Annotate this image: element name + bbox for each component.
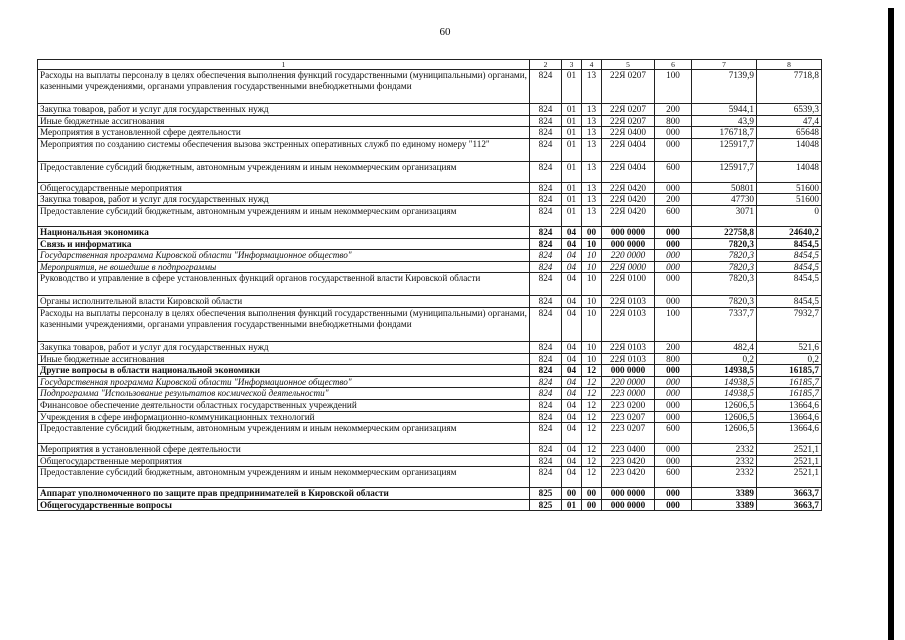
cell-expense-type: 000 xyxy=(655,365,692,377)
cell-expense-type: 000 xyxy=(655,296,692,308)
cell-subsection: 00 xyxy=(582,499,602,511)
cell-section: 01 xyxy=(562,104,582,116)
table-row xyxy=(38,411,822,423)
cell-amount-year1: 3389 xyxy=(692,499,757,511)
cell-section: 04 xyxy=(562,250,582,262)
cell-target-article: 000 0000 xyxy=(602,226,655,238)
cell-subsection: 13 xyxy=(582,138,602,161)
cell-subsection: 10 xyxy=(582,273,602,296)
cell-amount-year2: 65648 xyxy=(757,127,822,139)
cell-ministry-code: 824 xyxy=(530,296,562,308)
table-row xyxy=(38,205,822,226)
cell-section: 01 xyxy=(562,499,582,511)
cell-name: Руководство и управление в сфере установленных функций органов государственной власти Кировской области xyxy=(38,273,530,296)
cell-target-article: 22Я 0207 xyxy=(602,70,655,104)
table-row xyxy=(38,104,822,116)
cell-section: 04 xyxy=(562,444,582,456)
cell-target-article: 22Я 0420 xyxy=(602,182,655,194)
cell-name: Предоставление субсидий бюджетным, автономным учреждениям и иным некоммерческим организациям xyxy=(38,205,530,226)
cell-target-article: 223 0200 xyxy=(602,399,655,411)
cell-amount-year1: 2332 xyxy=(692,455,757,467)
cell-expense-type: 200 xyxy=(655,104,692,116)
table-row xyxy=(38,376,822,388)
table-row xyxy=(38,307,822,341)
cell-target-article: 22Я 0207 xyxy=(602,104,655,116)
cell-ministry-code: 824 xyxy=(530,341,562,353)
cell-amount-year1: 7820,3 xyxy=(692,261,757,273)
table-row xyxy=(38,138,822,161)
cell-expense-type: 000 xyxy=(655,226,692,238)
table-row xyxy=(38,341,822,353)
cell-target-article: 223 0207 xyxy=(602,423,655,444)
cell-expense-type: 100 xyxy=(655,307,692,341)
cell-name: Государственная программа Кировской области "Информационное общество" xyxy=(38,250,530,262)
cell-ministry-code: 825 xyxy=(530,488,562,500)
cell-expense-type: 200 xyxy=(655,194,692,206)
cell-target-article: 22Я 0000 xyxy=(602,261,655,273)
table-row xyxy=(38,127,822,139)
cell-ministry-code: 824 xyxy=(530,467,562,488)
cell-amount-year1: 7820,3 xyxy=(692,296,757,308)
cell-expense-type: 000 xyxy=(655,444,692,456)
cell-section: 01 xyxy=(562,115,582,127)
cell-amount-year2: 13664,6 xyxy=(757,399,822,411)
cell-expense-type: 800 xyxy=(655,353,692,365)
cell-ministry-code: 824 xyxy=(530,226,562,238)
cell-amount-year1: 2332 xyxy=(692,467,757,488)
cell-ministry-code: 824 xyxy=(530,376,562,388)
cell-expense-type: 000 xyxy=(655,388,692,400)
cell-name: Иные бюджетные ассигнования xyxy=(38,353,530,365)
cell-expense-type: 000 xyxy=(655,127,692,139)
cell-amount-year2: 8454,5 xyxy=(757,238,822,250)
table-row xyxy=(38,423,822,444)
cell-expense-type: 000 xyxy=(655,399,692,411)
cell-expense-type: 600 xyxy=(655,161,692,182)
cell-amount-year2: 16185,7 xyxy=(757,376,822,388)
cell-name: Общегосударственные мероприятия xyxy=(38,455,530,467)
header-col-2: 2 xyxy=(530,60,562,70)
cell-subsection: 10 xyxy=(582,353,602,365)
cell-name: Учреждения в сфере информационно-коммуникационных технологий xyxy=(38,411,530,423)
cell-amount-year2: 0,2 xyxy=(757,353,822,365)
cell-expense-type: 600 xyxy=(655,423,692,444)
cell-expense-type: 600 xyxy=(655,205,692,226)
cell-amount-year1: 482,4 xyxy=(692,341,757,353)
cell-amount-year2: 13664,6 xyxy=(757,411,822,423)
cell-expense-type: 000 xyxy=(655,138,692,161)
cell-section: 04 xyxy=(562,341,582,353)
cell-ministry-code: 824 xyxy=(530,238,562,250)
cell-name: Национальная экономика xyxy=(38,226,530,238)
cell-ministry-code: 824 xyxy=(530,205,562,226)
cell-subsection: 13 xyxy=(582,70,602,104)
cell-amount-year1: 47730 xyxy=(692,194,757,206)
cell-amount-year1: 14938,5 xyxy=(692,376,757,388)
header-col-5: 5 xyxy=(602,60,655,70)
cell-section: 01 xyxy=(562,205,582,226)
page-number: 60 xyxy=(439,26,451,38)
cell-amount-year1: 125917,7 xyxy=(692,161,757,182)
cell-name: Общегосударственные мероприятия xyxy=(38,182,530,194)
column-number-row xyxy=(38,60,822,70)
cell-subsection: 10 xyxy=(582,250,602,262)
scan-edge-bar xyxy=(888,8,894,640)
cell-target-article: 000 0000 xyxy=(602,365,655,377)
cell-section: 01 xyxy=(562,70,582,104)
cell-subsection: 13 xyxy=(582,161,602,182)
cell-amount-year2: 3663,7 xyxy=(757,499,822,511)
cell-subsection: 00 xyxy=(582,488,602,500)
cell-name: Подпрограмма "Использование результатов космической деятельности" xyxy=(38,388,530,400)
cell-section: 04 xyxy=(562,423,582,444)
cell-amount-year1: 43,9 xyxy=(692,115,757,127)
cell-expense-type: 000 xyxy=(655,250,692,262)
cell-amount-year2: 16185,7 xyxy=(757,365,822,377)
cell-amount-year1: 7337,7 xyxy=(692,307,757,341)
cell-name: Закупка товаров, работ и услуг для государственных нужд xyxy=(38,104,530,116)
cell-subsection: 13 xyxy=(582,194,602,206)
cell-expense-type: 000 xyxy=(655,455,692,467)
table-row xyxy=(38,250,822,262)
cell-ministry-code: 824 xyxy=(530,399,562,411)
cell-name: Другие вопросы в области национальной экономики xyxy=(38,365,530,377)
table-row xyxy=(38,488,822,500)
cell-section: 04 xyxy=(562,226,582,238)
cell-section: 01 xyxy=(562,138,582,161)
cell-amount-year1: 14938,5 xyxy=(692,388,757,400)
table-row xyxy=(38,399,822,411)
table-row xyxy=(38,194,822,206)
cell-target-article: 223 0000 xyxy=(602,388,655,400)
cell-name: Финансовое обеспечение деятельности областных государственных учреждений xyxy=(38,399,530,411)
cell-ministry-code: 824 xyxy=(530,104,562,116)
cell-subsection: 12 xyxy=(582,444,602,456)
cell-target-article: 220 0000 xyxy=(602,376,655,388)
cell-name: Иные бюджетные ассигнования xyxy=(38,115,530,127)
cell-name: Мероприятия в установленной сфере деятельности xyxy=(38,444,530,456)
cell-target-article: 22Я 0103 xyxy=(602,341,655,353)
cell-amount-year1: 5944,1 xyxy=(692,104,757,116)
cell-section: 04 xyxy=(562,261,582,273)
cell-target-article: 000 0000 xyxy=(602,499,655,511)
cell-name: Органы исполнительной власти Кировской области xyxy=(38,296,530,308)
cell-ministry-code: 824 xyxy=(530,182,562,194)
cell-amount-year1: 125917,7 xyxy=(692,138,757,161)
cell-ministry-code: 824 xyxy=(530,273,562,296)
cell-amount-year1: 7820,3 xyxy=(692,250,757,262)
cell-section: 04 xyxy=(562,273,582,296)
cell-target-article: 22Я 0404 xyxy=(602,161,655,182)
cell-name: Мероприятия по созданию системы обеспечения вызова экстренных оперативных служб по единому номеру "112" xyxy=(38,138,530,161)
cell-ministry-code: 824 xyxy=(530,250,562,262)
cell-section: 04 xyxy=(562,411,582,423)
cell-target-article: 22Я 0420 xyxy=(602,205,655,226)
cell-name: Закупка товаров, работ и услуг для государственных нужд xyxy=(38,341,530,353)
cell-expense-type: 800 xyxy=(655,115,692,127)
table-row xyxy=(38,182,822,194)
cell-amount-year2: 2521,1 xyxy=(757,444,822,456)
cell-subsection: 10 xyxy=(582,307,602,341)
cell-ministry-code: 824 xyxy=(530,161,562,182)
cell-expense-type: 600 xyxy=(655,467,692,488)
cell-ministry-code: 824 xyxy=(530,444,562,456)
cell-subsection: 12 xyxy=(582,365,602,377)
cell-name: Мероприятия, не вошедшие в подпрограммы xyxy=(38,261,530,273)
cell-amount-year1: 50801 xyxy=(692,182,757,194)
cell-amount-year2: 521,6 xyxy=(757,341,822,353)
cell-target-article: 22Я 0100 xyxy=(602,273,655,296)
cell-section: 04 xyxy=(562,307,582,341)
cell-name: Аппарат уполномоченного по защите прав предпринимателей в Кировской области xyxy=(38,488,530,500)
cell-expense-type: 000 xyxy=(655,261,692,273)
table-row xyxy=(38,467,822,488)
cell-name: Предоставление субсидий бюджетным, автономным учреждениям и иным некоммерческим организациям xyxy=(38,161,530,182)
cell-amount-year1: 22758,8 xyxy=(692,226,757,238)
cell-amount-year2: 24640,2 xyxy=(757,226,822,238)
cell-target-article: 22Я 0404 xyxy=(602,138,655,161)
cell-target-article: 22Я 0420 xyxy=(602,194,655,206)
cell-target-article: 22Я 0103 xyxy=(602,296,655,308)
table-row xyxy=(38,226,822,238)
cell-ministry-code: 824 xyxy=(530,261,562,273)
cell-amount-year2: 8454,5 xyxy=(757,273,822,296)
cell-ministry-code: 824 xyxy=(530,388,562,400)
cell-expense-type: 000 xyxy=(655,376,692,388)
cell-target-article: 22Я 0103 xyxy=(602,307,655,341)
cell-name: Мероприятия в установленной сфере деятельности xyxy=(38,127,530,139)
cell-amount-year2: 8454,5 xyxy=(757,250,822,262)
cell-amount-year2: 14048 xyxy=(757,161,822,182)
cell-ministry-code: 824 xyxy=(530,70,562,104)
cell-ministry-code: 825 xyxy=(530,499,562,511)
cell-ministry-code: 824 xyxy=(530,138,562,161)
cell-subsection: 12 xyxy=(582,411,602,423)
cell-section: 04 xyxy=(562,353,582,365)
cell-ministry-code: 824 xyxy=(530,423,562,444)
cell-section: 01 xyxy=(562,161,582,182)
cell-amount-year1: 3389 xyxy=(692,488,757,500)
cell-amount-year2: 6539,3 xyxy=(757,104,822,116)
cell-ministry-code: 824 xyxy=(530,307,562,341)
cell-expense-type: 000 xyxy=(655,238,692,250)
cell-amount-year2: 51600 xyxy=(757,194,822,206)
cell-target-article: 22Я 0103 xyxy=(602,353,655,365)
cell-name: Связь и информатика xyxy=(38,238,530,250)
cell-expense-type: 200 xyxy=(655,341,692,353)
cell-amount-year2: 13664,6 xyxy=(757,423,822,444)
header-col-1: 1 xyxy=(38,60,530,70)
cell-subsection: 10 xyxy=(582,341,602,353)
cell-name: Расходы на выплаты персоналу в целях обеспечения выполнения функций государственными (муниципальными) органами, казенными учреждениями, органами управления государственными внебюджетными фондами xyxy=(38,70,530,104)
cell-amount-year2: 8454,5 xyxy=(757,261,822,273)
cell-ministry-code: 824 xyxy=(530,411,562,423)
cell-target-article: 220 0000 xyxy=(602,250,655,262)
cell-section: 01 xyxy=(562,194,582,206)
table-row xyxy=(38,365,822,377)
cell-name: Государственная программа Кировской области "Информационное общество" xyxy=(38,376,530,388)
cell-expense-type: 000 xyxy=(655,273,692,296)
cell-subsection: 13 xyxy=(582,182,602,194)
cell-amount-year2: 47,4 xyxy=(757,115,822,127)
table-row xyxy=(38,273,822,296)
cell-expense-type: 000 xyxy=(655,488,692,500)
cell-amount-year1: 12606,5 xyxy=(692,399,757,411)
budget-table xyxy=(37,59,822,511)
cell-subsection: 12 xyxy=(582,467,602,488)
header-col-8: 8 xyxy=(757,60,822,70)
cell-subsection: 10 xyxy=(582,261,602,273)
cell-amount-year1: 14938,5 xyxy=(692,365,757,377)
cell-ministry-code: 824 xyxy=(530,353,562,365)
cell-amount-year1: 7820,3 xyxy=(692,238,757,250)
cell-section: 04 xyxy=(562,376,582,388)
table-row xyxy=(38,444,822,456)
cell-subsection: 12 xyxy=(582,423,602,444)
cell-subsection: 10 xyxy=(582,296,602,308)
cell-ministry-code: 824 xyxy=(530,194,562,206)
cell-section: 04 xyxy=(562,399,582,411)
cell-subsection: 13 xyxy=(582,127,602,139)
cell-target-article: 223 0207 xyxy=(602,411,655,423)
cell-target-article: 223 0400 xyxy=(602,444,655,456)
cell-subsection: 10 xyxy=(582,238,602,250)
table-row xyxy=(38,261,822,273)
cell-name: Предоставление субсидий бюджетным, автономным учреждениям и иным некоммерческим организациям xyxy=(38,467,530,488)
cell-amount-year1: 12606,5 xyxy=(692,411,757,423)
table-body xyxy=(38,70,822,511)
cell-amount-year2: 51600 xyxy=(757,182,822,194)
cell-target-article: 22Я 0207 xyxy=(602,115,655,127)
cell-subsection: 00 xyxy=(582,226,602,238)
cell-target-article: 000 0000 xyxy=(602,238,655,250)
cell-subsection: 12 xyxy=(582,376,602,388)
cell-amount-year1: 176718,7 xyxy=(692,127,757,139)
cell-amount-year2: 7718,8 xyxy=(757,70,822,104)
cell-amount-year2: 8454,5 xyxy=(757,296,822,308)
cell-amount-year1: 2332 xyxy=(692,444,757,456)
cell-amount-year2: 16185,7 xyxy=(757,388,822,400)
cell-amount-year2: 2521,1 xyxy=(757,455,822,467)
cell-subsection: 13 xyxy=(582,115,602,127)
cell-ministry-code: 824 xyxy=(530,127,562,139)
cell-target-article: 223 0420 xyxy=(602,455,655,467)
cell-expense-type: 000 xyxy=(655,499,692,511)
table-row xyxy=(38,353,822,365)
cell-expense-type: 100 xyxy=(655,70,692,104)
cell-section: 01 xyxy=(562,182,582,194)
cell-target-article: 223 0420 xyxy=(602,467,655,488)
cell-amount-year1: 12606,5 xyxy=(692,423,757,444)
cell-subsection: 12 xyxy=(582,399,602,411)
cell-ministry-code: 824 xyxy=(530,115,562,127)
cell-ministry-code: 824 xyxy=(530,455,562,467)
cell-amount-year1: 7139,9 xyxy=(692,70,757,104)
header-col-6: 6 xyxy=(655,60,692,70)
table-row xyxy=(38,296,822,308)
cell-expense-type: 000 xyxy=(655,182,692,194)
table-row xyxy=(38,115,822,127)
cell-subsection: 12 xyxy=(582,455,602,467)
cell-amount-year1: 3071 xyxy=(692,205,757,226)
cell-amount-year2: 14048 xyxy=(757,138,822,161)
cell-target-article: 22Я 0400 xyxy=(602,127,655,139)
table-row xyxy=(38,388,822,400)
header-col-3: 3 xyxy=(562,60,582,70)
cell-section: 01 xyxy=(562,127,582,139)
cell-amount-year1: 7820,3 xyxy=(692,273,757,296)
cell-expense-type: 000 xyxy=(655,411,692,423)
cell-section: 04 xyxy=(562,388,582,400)
cell-section: 04 xyxy=(562,238,582,250)
table-row xyxy=(38,499,822,511)
cell-ministry-code: 824 xyxy=(530,365,562,377)
cell-name: Закупка товаров, работ и услуг для государственных нужд xyxy=(38,194,530,206)
table-row xyxy=(38,70,822,104)
cell-section: 04 xyxy=(562,365,582,377)
cell-subsection: 12 xyxy=(582,388,602,400)
cell-name: Предоставление субсидий бюджетным, автономным учреждениям и иным некоммерческим организациям xyxy=(38,423,530,444)
cell-amount-year2: 0 xyxy=(757,205,822,226)
table-row xyxy=(38,455,822,467)
cell-amount-year1: 0,2 xyxy=(692,353,757,365)
cell-section: 04 xyxy=(562,455,582,467)
table-row xyxy=(38,238,822,250)
cell-amount-year2: 7932,7 xyxy=(757,307,822,341)
cell-subsection: 13 xyxy=(582,104,602,116)
cell-amount-year2: 3663,7 xyxy=(757,488,822,500)
cell-section: 04 xyxy=(562,467,582,488)
cell-name: Расходы на выплаты персоналу в целях обеспечения выполнения функций государственными (муниципальными) органами, казенными учреждениями, органами управления государственными внебюджетными фондами xyxy=(38,307,530,341)
cell-amount-year2: 2521,1 xyxy=(757,467,822,488)
header-col-4: 4 xyxy=(582,60,602,70)
cell-target-article: 000 0000 xyxy=(602,488,655,500)
table-row xyxy=(38,161,822,182)
cell-section: 04 xyxy=(562,296,582,308)
cell-name: Общегосударственные вопросы xyxy=(38,499,530,511)
cell-section: 00 xyxy=(562,488,582,500)
cell-subsection: 13 xyxy=(582,205,602,226)
header-col-7: 7 xyxy=(692,60,757,70)
